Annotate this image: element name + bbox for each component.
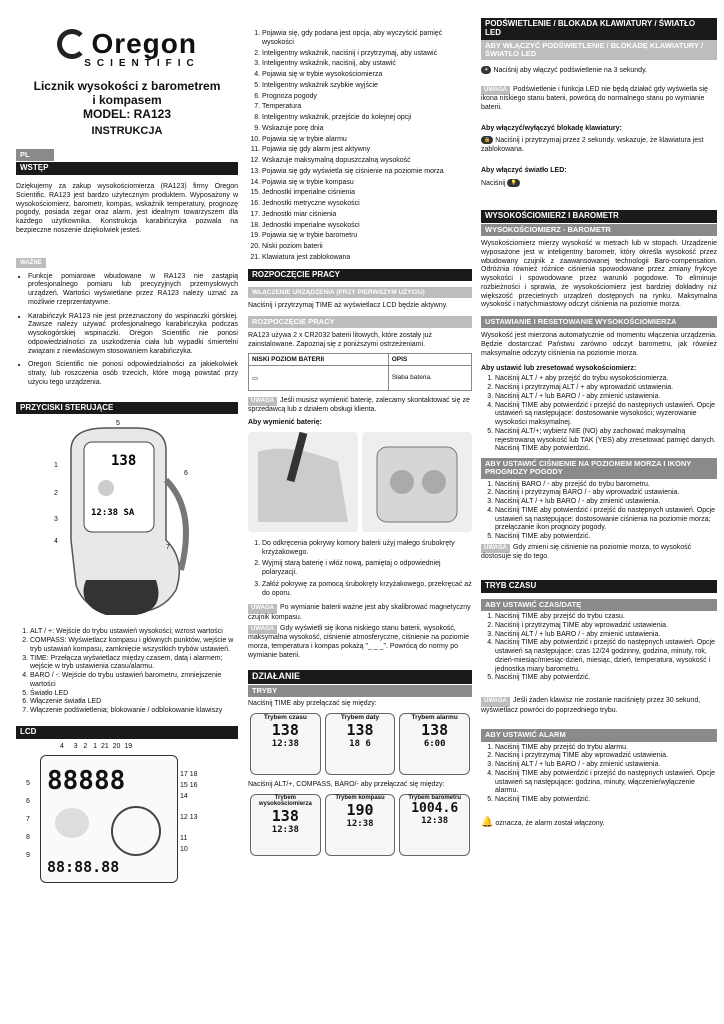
bell-icon: 🔔: [481, 816, 494, 828]
icon-legend-item: 9. Wskazuje porę dnia: [262, 125, 472, 134]
lcd-screen: [40, 755, 178, 883]
battery-step: 1. Do odkręcenia pokrywy komory baterii użyj małego śrubokręty krzyżakowego.: [262, 540, 472, 558]
low-battery-icon: ▭: [249, 365, 389, 390]
backlight-text-1: ☀ Naciśnij aby włączyć podświetlenie na 3 sekundy.: [481, 66, 717, 76]
power-on-subheading: WŁĄCZENIE URZĄDZENIA (PRZY PIERWSZYM UŻYCIU): [248, 287, 472, 298]
brand-logo: Oregon SCIENTIFIC: [16, 28, 238, 69]
time-step: 3. Naciśnij ALT / + lub BARO / - aby zmienić ustawienia.: [495, 631, 717, 640]
column-3: [481, 0, 717, 829]
icon-legend-item: 7. Temperatura: [262, 103, 472, 112]
modes-line-1: Naciśnij TIME aby przełączać się między:: [248, 700, 377, 708]
sealevel-step: 5. Naciśnij TIME aby potwierdzić.: [495, 533, 717, 542]
modes-row-2: [248, 792, 472, 858]
altimeter-step: 5. Naciśnij ALT/+; wybierz NIE (NO) aby zachować maksymalną rejestrowaną wysokość lub TAK (YES) aby zresetować pamięć danych. Naciśnij TIME aby potwierdzić.: [495, 428, 717, 454]
table-cell: Słaba bateria.: [388, 365, 471, 390]
lcd-diagram: [16, 743, 238, 885]
date-mode-display: Trybem daty 138 18 6: [325, 713, 396, 775]
icon-legend-item: 21. Klawiatura jest zablokowana: [262, 254, 472, 263]
altimeter-step: 3. Naciśnij ALT / + lub BARO / - aby zmienić ustawienia.: [495, 393, 717, 402]
altimeter-step: 1. Naciśnij ALT / + aby przejść do trybu wysokościomierza.: [495, 375, 717, 384]
intro-heading: WSTĘP: [16, 162, 238, 175]
alarm-mode-display: Trybem alarmu 138 6:00: [399, 713, 470, 775]
callout-1: 1: [54, 462, 58, 470]
low-battery-note: UWAGA Gdy wyświetli się ikona niskiego stanu baterii, wysokość, maksymalna wysokość, ciśnienie atmosferyczne, ciśnienie na poziomie morza, temperatura i kompas pokażą "_ _ _". Powrócą do normy po wymianie baterii.: [248, 624, 469, 659]
icon-legend-item: 20. Niski poziom baterii: [262, 243, 472, 252]
battery-text: RA123 używa 2 x CR2032 baterii litowych, które zostały już zainstalowane. Zapoznaj się z poniższymi ostrzeżeniami.: [248, 332, 433, 349]
keylock-heading: Aby włączyć/wyłączyć blokadę klawiatury:: [481, 124, 622, 132]
altimeter-subheading: WYSOKOŚCIOMIERZ - BAROMETR: [481, 224, 717, 236]
barometer-mode-display: Trybem barometru 1004.6 12:38: [399, 794, 470, 856]
altimeter-text: Wysokościomierz mierzy wysokość w metrach lub w stopach. Urządzenie wyposażone jest w inteligentny barometr, który określa wysokość przez wbudowany czujnik z zaawansowanej technologii Baro-compensation. Odróżnia również różnice ciśnienia spowodowane przez zmiany frykcye wysokości i spowodowane przez warunki pogodowe. To eliminuje rozbieżności i sprawia, że wysokościomierz jest bardziej dokładny niż większość przecietnych urządzeń dostępnych na rynku. Maksymalna wysokość i natychmiastowy odczyt ciśnienia na poziomie morza.: [481, 240, 717, 309]
modes-row-1: [248, 711, 472, 777]
keylock-text: 🔒 Naciśnij i przytrzymaj przez 2 sekundy. wskazuje, że klawiatura jest zablokowana.: [481, 137, 704, 154]
lcd-big-digits: 88888: [47, 765, 126, 796]
icon-legend-item: 6. Prognoza pogody: [262, 93, 472, 102]
controls-heading: PRZYCISKI STERUJĄCE: [16, 402, 238, 415]
time-step: 5. Naciśnij TIME aby potwierdzić.: [495, 674, 717, 683]
illus-alt-readout: 138: [111, 453, 137, 470]
led-heading: Aby włączyć światło LED:: [481, 166, 567, 174]
icon-legend-item: 5. Inteligentny wskaźnik szybkie wyjście: [262, 82, 472, 91]
start-heading: ROZPOCZĘCIE PRACY: [248, 269, 472, 282]
logo-ring-icon: [57, 29, 87, 59]
control-item: 6. Włączenie światła LED: [30, 698, 238, 707]
replace-heading: Aby wymienić baterię:: [248, 419, 322, 427]
battery-illustration: [248, 432, 472, 532]
icon-legend-item: 1. Pojawia się, gdy podana jest opcja, aby wyczyścić pamięć wysokości: [262, 30, 472, 48]
callout-4: 4: [54, 538, 58, 546]
icon-legend-item: 11. Pojawia się gdy alarm jest aktywny: [262, 146, 472, 155]
time-step: 4. Naciśnij TIME aby potwierdzić i przejść do następnych ustawień. Opcje ustawień są następujące: czas 12/24 godzinny, godzina, minuty, rok, dzień-miesiąc/miesiąc-dzień, miesiąc, dzień, temperatura, wysokość i jednostka miary barometru.: [495, 639, 717, 674]
time-step: 1. Naciśnij TIME aby przejść do trybu czasu.: [495, 613, 717, 622]
intro-text: Dziękujemy za zakup wysokościomierza (RA123) firmy Oregon Scientific. RA123 jest bardzo użytecznym produktem. Wyposażony w wysokościomierz, barometr, kompas, wskaźnik temperatury, prognozę pogody, posiada zegar oraz alarm, jest idealnym towarzyszem dla każdego użytkownika. Konstrukcja karabińczyka pozwala na bezpieczne noszenie dziękolwiek jesteś.: [16, 183, 238, 234]
alarm-step: 4. Naciśnij TIME aby potwierdzić i przejść do następnych ustawień. Opcje ustawień są następujące: godzina, minuty, włączenie/wyłączenie alarmu.: [495, 770, 717, 796]
time-step: 2. Naciśnij i przytrzymaj TIME aby wprowadzić ustawienia.: [495, 622, 717, 631]
icon-legend-item: 10. Pojawia się w trybie alarmu: [262, 136, 472, 145]
icon-legend-item: 18. Jednostki imperialne wysokości: [262, 222, 472, 231]
timeset-subheading: ABY USTAWIĆ CZAS/DATĘ: [481, 599, 717, 611]
power-on-text: Naciśnij i przytrzymaj TIME aż wyświetlacz LCD będzie aktywny.: [248, 302, 448, 310]
sealevel-step: 4. Naciśnij TIME aby potwierdzić i przejść do następnych ustawień. Opcje ustawień są następujące: dostosowanie ciśnienia na poziomie morza; przełączanie ikon prognozy pogody.: [495, 507, 717, 533]
important-label: WAŻNE: [16, 258, 46, 268]
icon-legend-item: 2. Inteligentny wskaźnik, naciśnij i przytrzymaj, aby ustawić: [262, 50, 472, 59]
callout-2: 2: [54, 490, 58, 498]
weather-cloud-icon: [55, 808, 89, 838]
control-item: 4. BARO / -: Wejście do trybu ustawień barometru, zmniejszenie wartości: [30, 672, 238, 690]
warn-note: UWAGA Jeśli musisz wymienić baterię, zalecamy skontaktować się ze sprzedawcą lub z działem obsługi klienta.: [248, 396, 470, 414]
compass-ring-icon: [111, 806, 161, 856]
control-item: 7. Włączenie podświetlenia; blokowanie / odblokowanie klawiszy: [30, 707, 238, 716]
icon-legend-item: 14. Pojawia się w trybie kompasu: [262, 179, 472, 188]
timemode-heading: TRYB CZASU: [481, 580, 717, 593]
icon-legend-item: 19. Pojawia się w trybie barometru: [262, 232, 472, 241]
control-item: 2. COMPASS: Wyświetlacz kompasu i głównych punktów, wejście w tryb ustawiań kompasu, zamknięcie wszystkich trybów ustawień.: [30, 637, 238, 655]
alarm-step: 5. Naciśnij TIME aby potwierdzić.: [495, 796, 717, 805]
carabiner-drawing: [16, 420, 238, 620]
reset-how: Aby ustawić lub zresetować wysokościomierz:: [481, 364, 637, 372]
callout-5: 5: [116, 420, 120, 428]
control-item: 5. Światło LED: [30, 690, 238, 699]
illus-time-readout: 12:38 SA: [91, 508, 135, 519]
backlight-subheading: ABY WŁĄCZYĆ PODŚWIETLENIE / BLOKADĘ KLAWIATURY / ŚWIATŁO LED: [481, 40, 717, 61]
lcd-top-numbers: 4 3 2 1 21 20 19: [60, 742, 133, 750]
reset-text: Wysokość jest mierzona automatycznie od momentu włączenia urządzenia. Będzie dostarczać Państwu zarówno odczyt barometru, jak również maksymalne odczyty ciśnienia na poziomie morza.: [481, 332, 717, 357]
column-1: [16, 0, 238, 885]
sealevel-step: 1. Naciśnij BARO / - aby przejść do trybu barometru.: [495, 481, 717, 490]
battery-table: [248, 353, 472, 391]
sealevel-step: 3. Naciśnij ALT / + lub BARO / - aby zmienić ustawienia.: [495, 498, 717, 507]
light-key-icon: ☀: [481, 66, 491, 74]
language-bar: PL: [16, 149, 54, 161]
battery-step: 2. Wyjmij starą baterię i włóż nową, pamiętaj o odpowiedniej polaryzacji.: [262, 560, 472, 578]
modes-line-2: Naciśnij ALT/+, COMPASS, BARO/- aby przełączać się między:: [248, 781, 445, 789]
sealevel-subheading: ABY USTAWIĆ CIŚNIENIE NA POZIOMEM MORZA I IKONY PROGNOZY POGODY: [481, 458, 717, 479]
modes-subheading: TRYBY: [248, 685, 472, 697]
altimeter-step: 4. Naciśnij TIME aby potwierdzić i przejść do następnych ustawień. Opcje ustawień są następujące: dostosowanie wysokości; wyzerowanie wysokości maksymalnej.: [495, 402, 717, 428]
control-item: 3. TIME: Przełącza wyświetlacz między czasem, datą i alarmem; wejście w tryb ustawienia czasu/alarmu.: [30, 655, 238, 673]
important-item: • Funkcje pomiarowe wbudowane w RA123 nie zastąpią profesjonalnego pomiaru lub precyzyjnych przemysłowych urządzeń. Wartości wyświetlane przez RA123 należy uznać za możliwie rzeprzentatywne.: [28, 273, 238, 308]
altimeter-heading: WYSOKOŚCIOMIERZ I BAROMETR: [481, 210, 717, 223]
lcd-right-numbers: 17 18 15 16 14 12 13 11 10: [180, 770, 198, 853]
lcd-heading: LCD: [16, 726, 238, 739]
icon-legend-item: 16. Jednostki metryczne wysokości: [262, 200, 472, 209]
icon-legend-item: 15. Jednostki imperialne ciśnienia: [262, 189, 472, 198]
compass-mode-display: Trybem kompasu 190 12:38: [325, 794, 396, 856]
action-heading: DZIAŁANIE: [248, 670, 472, 684]
altimeter-mode-display: Trybem wysokościomierza 138 12:38: [250, 794, 321, 856]
control-item: 1. ALT / +: Wejście do trybu ustawień wysokości; wzrost wartości: [30, 628, 238, 637]
table-header: NISKI POZIOM BATERII: [249, 353, 389, 365]
icon-legend-item: 12. Wskazuje maksymalną dopuszczalną wysokość: [262, 157, 472, 166]
reset-subheading: USTAWIANIE I RESETOWANIE WYSOKOŚCIOMIERZA: [481, 316, 717, 328]
important-item: • Oregon Scientific nie ponosi odpowiedzialności za jakiekolwiek straty, lub roszczenia osób trzecich, które mogą powstać przy użyciu tego urządzenia.: [28, 361, 238, 387]
callout-6: 6: [184, 470, 188, 478]
lock-key-icon: 🔒: [481, 136, 493, 144]
altimeter-step: 2. Naciśnij i przytrzymaj ALT / + aby wprowadzić ustawienia.: [495, 384, 717, 393]
lcd-left-numbers: 5 6 7 8 9: [26, 779, 30, 859]
sealevel-note: UWAGA Gdy zmieni się ciśnienie na poziomie morza, to wysokość dostosuje się do tego.: [481, 543, 692, 561]
calibrate-note: UWAGA Po wymianie baterii ważne jest aby skalibrować magnetyczny czujnik kompasu.: [248, 604, 471, 621]
icon-legend-item: 8. Inteligentny wskaźnik, przejście do kolejnej opcji: [262, 114, 472, 123]
led-text: Naciśnij 💡: [481, 179, 717, 189]
alarm-step: 2. Naciśnij i przytrzymaj TIME aby wprowadzić ustawienia.: [495, 752, 717, 761]
battery-compartment-image: [362, 432, 472, 532]
alarm-on-note: 🔔 oznacza, że alarm został włączony.: [481, 816, 605, 828]
icon-legend-item: 3. Inteligentny wskaźnik, naciśnij, aby ustawić: [262, 60, 472, 69]
callout-7: 7: [166, 544, 170, 552]
callout-3: 3: [54, 516, 58, 524]
table-header: OPIS: [388, 353, 471, 365]
backlight-note: UWAGA Podświetlenie i funkcja LED nie będą działać gdy wyświetla się ikona niskiego stanu baterii, powrócą do normalnego stanu po wymianie baterii.: [481, 85, 708, 111]
icon-legend-list: [248, 30, 472, 263]
screwdriver-image: [248, 432, 358, 532]
icon-legend-item: 13. Pojawia się gdy wyświetla się ciśnienie na poziomie morza: [262, 168, 472, 177]
alarm-subheading: ABY USTAWIĆ ALARM: [481, 729, 717, 741]
device-illustration: [16, 420, 238, 620]
sealevel-step: 2. Naciśnij i przytrzymaj BARO / - aby wprowadzić ustawienia.: [495, 489, 717, 498]
alarm-step: 1. Naciśnij TIME aby przejść do trybu alarmu.: [495, 744, 717, 753]
icon-legend-item: 4. Pojawia się w trybie wysokościomierza: [262, 71, 472, 80]
important-item: • Karabińczyk RA123 nie jest przeznaczony do wspinaczki górskiej. Zawsze należy używać profesjonalnego karabińczyka podczas wysokogórskiej wspinaczki. Oregon Scientific nie ponosi odpowiedzialności za uszkodzenia ciała lub wypadki śmiertelni związani z niewłaściwym stosowaniem karabińczyka.: [28, 313, 238, 357]
alarm-step: 3. Naciśnij ALT / + lub BARO / - aby zmienić ustawienia.: [495, 761, 717, 770]
icon-legend-item: 17. Jednostki miar ciśnienia: [262, 211, 472, 220]
timeout-note: UWAGA Jeśli żaden klawisz nie zostanie naciśnięty przez 30 sekund, wyświetlacz powróci do poprzedniego trybu.: [481, 697, 701, 714]
led-key-icon: 💡: [507, 179, 519, 187]
doc-title: Licznik wysokości z barometrem i kompasem MODEL: RA123 INSTRUKCJA: [33, 79, 221, 137]
column-2: [248, 0, 472, 858]
start-subheading: ROZPOCZĘCIE PRACY: [248, 316, 472, 328]
battery-step: 3. Załóż pokrywę za pomocą śrubokręty krzyżakowego, przekręcać aż do oporu.: [262, 581, 472, 599]
lcd-bottom-digits: 88:88.88: [47, 857, 120, 876]
time-mode-display: Trybem czasu 138 12:38: [250, 713, 321, 775]
backlight-heading: PODŚWIETLENIE / BLOKADA KLAWIATURY / ŚWIATŁO LED: [481, 18, 717, 40]
